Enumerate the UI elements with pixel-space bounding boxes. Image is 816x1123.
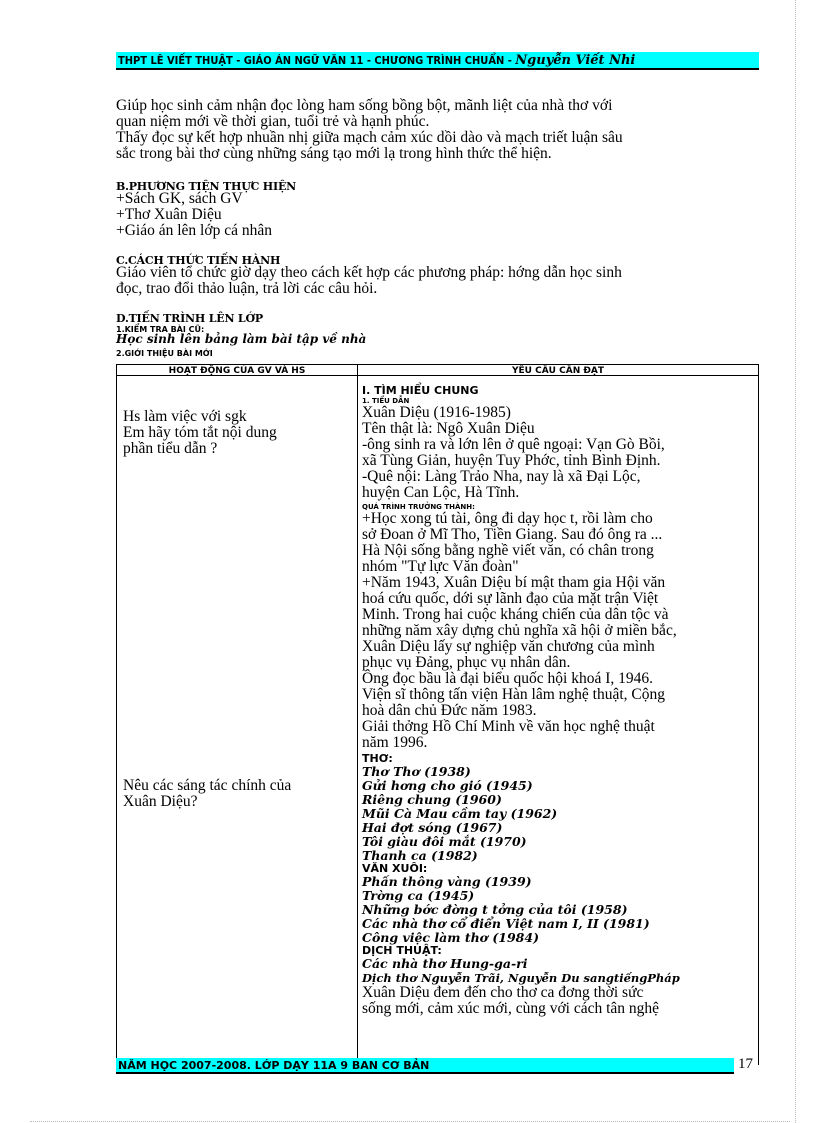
bio-line: -Quê nội: Làng Trảo Nha, nay là xã Đại Lộc,	[362, 468, 641, 485]
work-item: Các nhà thơ Hung-ga-ri	[362, 956, 528, 971]
career-line: Hà Nội sống bằng nghề viết văn, có chân trong	[362, 542, 654, 559]
work-item: Gửi hơng cho gió (1945)	[362, 778, 533, 793]
section-b-heading: B.PHƯƠNG TIỆN THỰC HIỆN	[116, 180, 296, 193]
header-author: Nguyễn Viết Nhi	[515, 53, 636, 68]
lesson-table	[116, 364, 759, 1065]
career-line: hoà dân chủ Đức năm 1983.	[362, 702, 537, 719]
subheading-check-old: 1.KIỂM TRA BÀI CŨ:	[116, 325, 205, 334]
section-d-heading: D.TIẾN TRÌNH LÊN LỚP	[116, 312, 263, 325]
work-item: Hai đợt sóng (1967)	[362, 820, 503, 835]
work-item: Những bớc đờng t tởng của tôi (1958)	[362, 902, 628, 917]
subheading-new-lesson: 2.GIỚI THIỆU BÀI MỚI	[116, 349, 213, 358]
bio-line: huyện Can Lộc, Hà Tĩnh.	[362, 484, 520, 501]
text-line: Xuân Diệu?	[123, 793, 198, 810]
heading-poetry: THƠ:	[362, 752, 393, 765]
page-edge-divider	[30, 1121, 790, 1122]
page-header	[116, 52, 759, 70]
text-line: Giáo viên tổ chức giờ dạy theo cách kết hợp các phương pháp: hớng dẫn học sinh	[116, 264, 622, 281]
intro-line: sắc trong bài thơ cùng những sáng tạo mới lạ trong hình thức thể hiện.	[116, 145, 552, 162]
career-line: +Học xong tú tài, ông đi dạy học t, rồi làm cho	[362, 510, 653, 527]
career-line: Ông đọc bầu là đại biểu quốc hội khoá I, 1946.	[362, 670, 653, 687]
text-line: phần tiểu dẫn ?	[123, 440, 218, 457]
heading-prose: VĂN XUÔI:	[362, 862, 428, 875]
activities-cell	[117, 376, 358, 1066]
text-line: Nêu các sáng tác chính của	[123, 777, 292, 794]
career-line: Minh. Trong hai cuộc kháng chiến của dân tộc và	[362, 606, 669, 623]
bio-line: Xuân Diệu (1916-1985)	[362, 404, 511, 421]
work-item: Trờng ca (1945)	[362, 888, 475, 903]
heading-career: QUÁ TRÌNH TRƯỞNG THÀNH:	[362, 503, 475, 511]
list-item: +Giáo án lên lớp cá nhân	[116, 222, 272, 239]
career-line: năm 1996.	[362, 734, 428, 751]
career-line: +Năm 1943, Xuân Diệu bí mật tham gia Hội văn	[362, 574, 666, 591]
work-item: Dịch thơ Nguyễn Trãi, Nguyễn Du sangtiếngPháp	[362, 971, 680, 985]
work-item: Mũi Cà Mau cầm tay (1962)	[362, 806, 558, 821]
text-line: Em hãy tóm tắt nội dung	[123, 424, 277, 441]
intro-line: quan niệm mới về thời gian, tuổi trẻ và hạnh phúc.	[116, 113, 430, 130]
intro-line: Thấy đọc sự kết hợp nhuần nhị giữa mạch cảm xúc dồi dào và mạch triết luận sâu	[116, 129, 623, 146]
page-footer: NĂM HỌC 2007-2008. LỚP DẠY 11A 9 BAN CƠ BẢN	[116, 1058, 734, 1074]
career-line: Giải thởng Hồ Chí Minh về văn học nghệ thuật	[362, 718, 655, 735]
career-line: những năm xây dựng chủ nghĩa xã hội ở miền bắc,	[362, 622, 677, 639]
header-title: THPT LÊ VIẾT THUẬT - GIÁO ÁN NGỮ VĂN 11 - CHƯƠNG TRÌNH CHUẨN -	[118, 54, 516, 67]
work-item: Tôi giàu đôi mắt (1970)	[362, 834, 527, 849]
career-line: hoá cứu quốc, dới sự lãnh đạo của mặt trận Việt	[362, 590, 659, 607]
heading-general: I. TÌM HIỂU CHUNG	[362, 384, 479, 397]
question-works	[123, 778, 291, 810]
work-item: Các nhà thơ cổ điển Việt nam I, II (1981)	[362, 916, 650, 931]
page-edge-divider-vertical	[795, 0, 796, 1123]
heading-translation: DỊCH THUẬT:	[362, 944, 442, 957]
check-old-text: Học sinh lên bảng làm bài tập về nhà	[116, 332, 367, 346]
list-item: +Sách GK, sách GV	[116, 190, 243, 207]
career-line: Xuân Diệu lấy sự nghiệp văn chương của mình	[362, 638, 655, 655]
question-summary	[123, 409, 277, 457]
text-line: Hs làm việc với sgk	[123, 408, 247, 425]
closing-line: sống mới, cảm xúc mới, cùng với cách tân nghệ	[362, 1000, 660, 1017]
work-item: Thơ Thơ (1938)	[362, 764, 471, 779]
section-c-text	[116, 265, 622, 297]
section-c-heading: C.CÁCH THỨC TIẾN HÀNH	[116, 254, 281, 267]
requirements-cell	[358, 376, 759, 1066]
bio-line: -ông sinh ra và lớn lên ở quê ngoại: Vạn Gò Bồi,	[362, 436, 665, 453]
work-item: Thanh ca (1982)	[362, 848, 478, 863]
intro-line: Giúp học sinh cảm nhận đọc lòng ham sống bồng bột, mãnh liệt của nhà thơ với	[116, 97, 613, 114]
work-item: Công việc làm thơ (1984)	[362, 930, 539, 945]
section-b-list	[116, 191, 272, 239]
career-line: nhóm "Tự lực Văn đoàn"	[362, 558, 519, 575]
column-header-activities: HOẠT ĐỘNG CỦA GV VÀ HS	[117, 365, 358, 376]
career-line: sở Đoan ở Mĩ Tho, Tiền Giang. Sau đó ông ra ...	[362, 526, 663, 543]
text-line: đọc, trao đổi thảo luận, trả lời các câu hỏi.	[116, 280, 378, 297]
objectives-text	[116, 98, 623, 162]
closing-line: Xuân Diệu đem đến cho thơ ca đơng thời sức	[362, 984, 644, 1001]
bio-line: Tên thật là: Ngô Xuân Diệu	[362, 420, 535, 437]
career-line: Viện sĩ thông tấn viện Hàn lâm nghệ thuật, Cộng	[362, 686, 665, 703]
bio-line: xã Tùng Giản, huyện Tuy Phớc, tỉnh Bình Định.	[362, 452, 661, 469]
career-line: phục vụ Đảng, phục vụ nhân dân.	[362, 654, 571, 671]
page-number: 17	[738, 1056, 753, 1072]
work-item: Riêng chung (1960)	[362, 792, 502, 807]
list-item: +Thơ Xuân Diệu	[116, 206, 222, 223]
work-item: Phấn thông vàng (1939)	[362, 874, 532, 889]
column-header-requirements: YÊU CẦU CẦN ĐẠT	[358, 365, 759, 376]
heading-intro: 1. TIỂU DẪN	[362, 397, 410, 405]
